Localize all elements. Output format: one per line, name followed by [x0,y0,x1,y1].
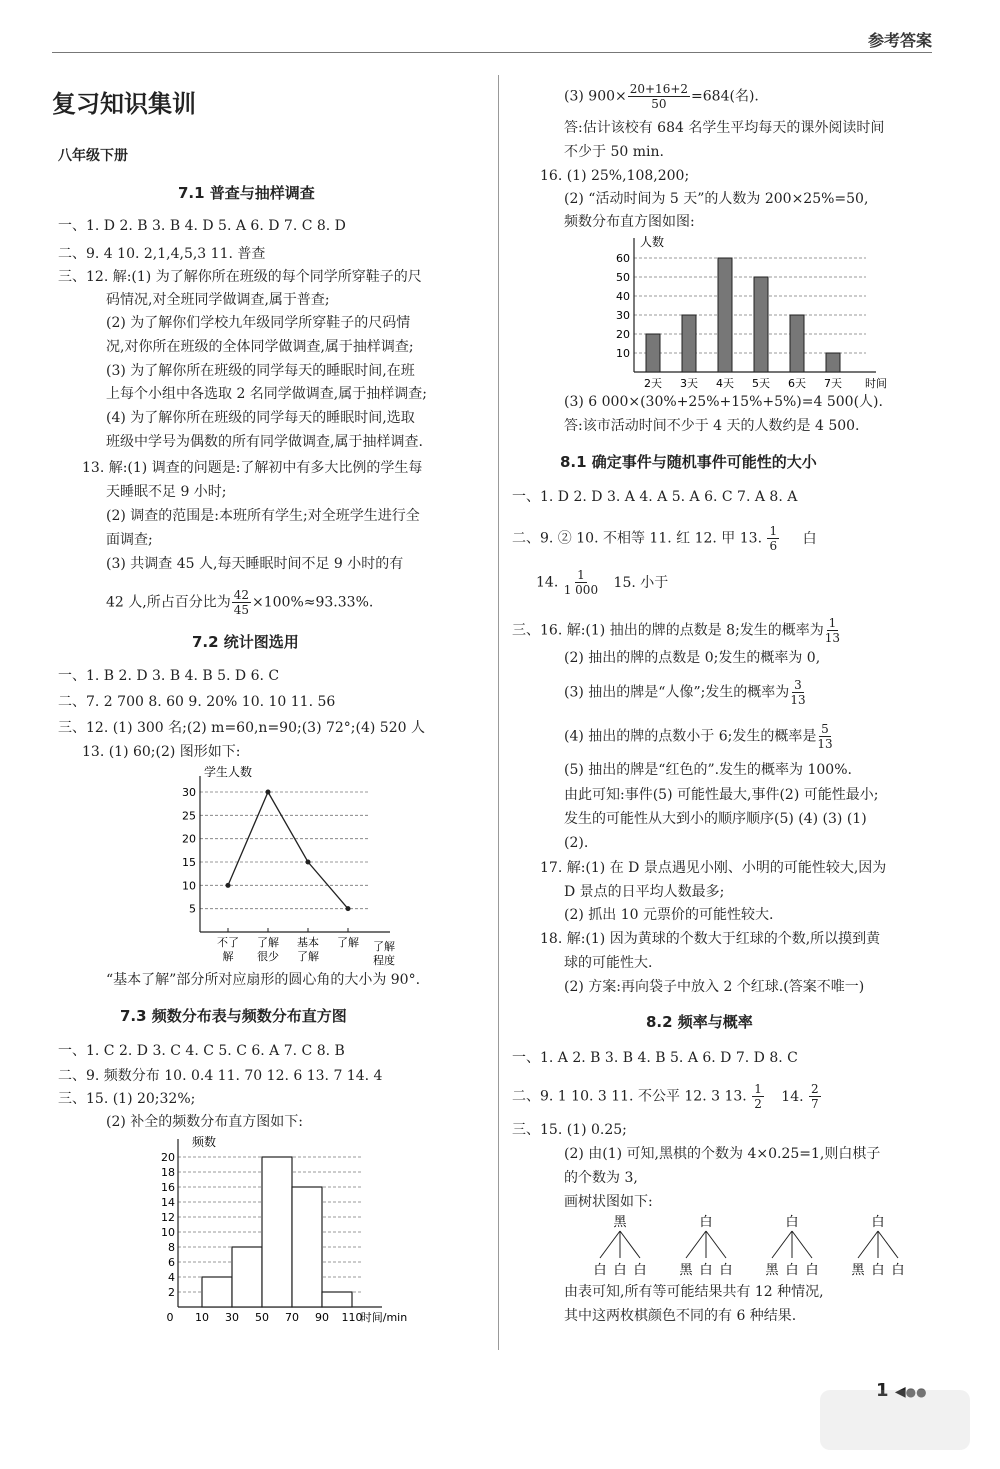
bar [826,353,840,372]
y-tick-label: 20 [161,1151,175,1164]
y-tick-label: 15 [182,856,196,869]
answer-text: 42 人,所占百分比为 [106,594,231,611]
data-series-line [228,792,348,909]
y-tick-label: 60 [616,252,630,265]
x-tick-label: 90 [315,1311,329,1324]
answer-line: (2) 抓出 10 元票价的可能性较大. [564,907,774,923]
y-tick-label: 8 [168,1241,175,1254]
x-tick-label: 5天 [752,377,770,390]
fraction-num: 3 [794,678,802,692]
answer-line: (3) 6 000×(30%+25%+15%+5%)=4 500(人). [564,394,883,410]
answer-line: 16. (1) 25%,108,200; [540,168,690,184]
y-axis-label: 人数 [640,235,665,249]
histogram-bar [262,1157,292,1307]
bar [754,277,768,372]
fraction-num: 5 [821,722,829,736]
y-tick-label: 30 [616,309,630,322]
answer-line: (2). [564,835,589,851]
fraction-num: 2 [811,1082,819,1096]
x-tick-label: 很少 [257,950,279,963]
answer-line: 18. 解:(1) 因为黄球的个数大于红球的个数,所以摸到黄 [540,931,881,947]
tree-branch [706,1231,726,1258]
section-title-8-2: 8.2 频率与概率 [646,1013,753,1031]
answer-line: 况,对你所在班级的全体同学做调查,属于抽样调查; [106,339,414,355]
answer-line: 码情况,对全班同学做调查,属于普查; [106,292,330,308]
tree-leaf-node: 黑 [851,1263,865,1278]
y-tick-label: 25 [182,809,196,823]
answer-text: 白 [802,530,817,547]
answer-line: (4) 为了解你所在班级的同学每天的睡眠时间,选取 [106,410,415,426]
answer-line: 二、9. 4 10. 2,1,4,5,3 11. 普查 [58,246,266,262]
histogram-bar [202,1277,232,1307]
answer-line: 由此可知:事件(5) 可能性最大,事件(2) 可能性最小; [564,787,879,803]
answer-line: 二、9. 频数分布 10. 0.4 11. 70 12. 6 13. 7 14. 4 [58,1068,383,1084]
answer-line: 三、15. (1) 20;32%; [58,1091,196,1107]
y-tick-label: 18 [161,1166,175,1179]
answer-text: 二、9. 1 10. 3 11. 不公平 12. 3 13. [512,1088,747,1105]
y-tick-label: 5 [189,902,196,916]
section-title-8-1: 8.1 确定事件与随机事件可能性的大小 [560,453,817,471]
answer-text: (3) 900× [564,88,627,105]
answer-line: 班级中学号为偶数的所有同学做调查,属于抽样调查. [106,434,423,450]
answer-line-frac [106,588,373,617]
fraction [767,524,779,553]
fraction-den: 6 [769,539,778,553]
answer-line: 一、1. A 2. B 3. B 4. B 5. A 6. D 7. D 8. C [512,1050,798,1066]
answer-line: 其中这两枚棋颜色不同的有 6 种结果. [564,1308,797,1324]
fraction-num: 20+16+2 [629,82,689,96]
header-label: 参考答案 [867,31,932,50]
data-point [346,906,351,911]
answer-line: (3) 共调查 45 人,每天睡眠时间不足 9 小时的有 [106,556,404,572]
tree-root-node: 白 [699,1215,713,1230]
answer-line: 天睡眠不足 9 小时; [106,484,227,500]
x-axis-label: 了解 [373,940,395,953]
answer-text: 14. [536,574,559,591]
tree-leaf-node: 白 [613,1263,627,1278]
tree-branch [772,1231,792,1258]
answer-line: 面调查; [106,532,153,548]
tree-root-node: 白 [871,1215,885,1230]
line-chart-student-count [170,760,430,975]
answer-line: (2) 为了解你们学校九年级同学所穿鞋子的尺码情 [106,315,411,331]
answer-line: 不少于 50 min. [564,144,664,160]
answer-line-frac [564,82,759,111]
y-axis-label: 学生人数 [204,765,253,779]
tree-leaf-node: 白 [633,1263,647,1278]
y-tick-label: 2 [168,1286,175,1299]
tree-branch [878,1231,898,1258]
answer-line: 由表可知,所有等可能结果共有 12 种情况, [564,1284,824,1300]
x-tick-label: 了解 [257,936,279,949]
tree-branch [686,1231,706,1258]
x-tick-label: 2天 [644,377,662,390]
tree-leaf-node: 黑 [679,1263,693,1278]
answer-line: (2) 补全的频数分布直方图如下: [106,1114,303,1130]
x-axis-label: 程度 [373,954,395,967]
answer-line: 一、1. C 2. D 3. C 4. C 5. C 6. A 7. C 8. B [58,1043,345,1059]
tree-leaf-node: 白 [699,1263,713,1278]
y-tick-label: 10 [616,347,630,360]
answer-line-frac [536,568,668,597]
fraction-den: 7 [811,1097,819,1111]
answer-line: 一、1. B 2. D 3. B 4. B 5. D 6. C [58,668,280,684]
answer-text: 二、9. ② 10. 不相等 11. 红 12. 甲 13. [512,530,763,547]
big-title: 复习知识集训 [52,90,196,118]
answer-line: (2) 由(1) 可知,黑棋的个数为 4×0.25=1,则白棋子 [564,1146,881,1162]
x-tick-label: 7天 [824,377,842,390]
y-tick-label: 12 [161,1211,175,1224]
y-tick-label: 10 [161,1226,175,1239]
tree-diagram [570,1212,920,1280]
histogram-frequency [152,1132,452,1332]
answer-line-frac [512,1082,822,1111]
tree-leaf-node: 白 [871,1263,885,1278]
grade-label: 八年级下册 [58,148,128,164]
tree-leaf-node: 白 [891,1263,905,1278]
arrow-left-icon: ◀ [894,1384,906,1400]
x-tick-label: 50 [255,1311,269,1324]
y-tick-label: 50 [616,271,630,284]
data-point [226,883,231,888]
answer-line-frac [564,722,834,751]
column-divider [498,75,499,1350]
answer-text: ×100%≈93.33%. [252,594,374,611]
y-tick-label: 4 [168,1271,175,1284]
histogram-bar [322,1292,352,1307]
y-tick-label: 30 [182,786,196,799]
x-tick-label: 6天 [788,377,806,390]
tree-leaf-node: 白 [719,1263,733,1278]
answer-line: (2) 方案:再向袋子中放入 2 个红球.(答案不唯一) [564,979,865,995]
fraction [232,588,251,617]
answer-line: (2) 抽出的牌的点数是 0;发生的概率为 0, [564,650,821,666]
tree-leaf-node: 白 [593,1263,607,1278]
answer-line: (2) “活动时间为 5 天”的人数为 200×25%=50, [564,191,869,207]
tree-branch [620,1231,640,1258]
x-axis-label: 时间 [865,377,887,390]
tree-leaf-node: 黑 [765,1263,779,1278]
fraction-num: 1 [577,568,585,582]
x-tick-label: 70 [285,1311,299,1324]
answer-line: 频数分布直方图如图: [564,214,695,230]
x-tick-label: 不了 [217,936,239,949]
answer-line-frac [564,678,807,707]
answer-line: 上每个小组中各选取 2 名同学做调查,属于抽样调查; [106,386,427,402]
x-axis-label: 时间/min [360,1311,408,1324]
data-point [306,860,311,865]
y-tick-label: 6 [168,1256,175,1269]
section-title-7-3: 7.3 频数分布表与频数分布直方图 [120,1007,347,1025]
histogram-activity-days [590,232,890,394]
fraction-den: 45 [233,603,249,617]
fraction-num: 1 [769,524,778,538]
answer-line: D 景点的日平均人数最多; [564,884,725,900]
answer-line: (3) 为了解你所在班级的同学每天的睡眠时间,在班 [106,363,415,379]
section-title-7-2: 7.2 统计图选用 [192,633,299,651]
x-tick-label: 3天 [680,377,698,390]
answer-text: 三、16. 解:(1) 抽出的牌的点数是 8;发生的概率为 [512,622,824,639]
fraction-den: 13 [824,631,841,645]
answer-line: 三、12. (1) 300 名;(2) m=60,n=90;(3) 72°;(4) 520 人 [58,720,425,736]
fraction [564,568,598,597]
tree-root-node: 黑 [613,1215,627,1230]
y-tick-label: 16 [161,1181,175,1194]
answer-line: (2) 调查的范围是:本班所有学生;对全班学生进行全 [106,508,420,524]
y-tick-label: 14 [161,1196,175,1209]
bar [790,315,804,372]
histogram-bar [292,1187,322,1307]
tree-branch [792,1231,812,1258]
answer-line: 球的可能性大. [564,955,653,971]
y-axis-label: 频数 [192,1135,217,1149]
answer-line-frac [512,616,841,645]
answer-line-frac [512,524,817,553]
header-divider [52,52,932,53]
fraction-num: 1 [828,616,837,630]
answer-text: (4) 抽出的牌的点数小于 6;发生的概率是 [564,728,817,745]
x-tick-label: 4天 [716,377,734,390]
answer-line: 13. 解:(1) 调查的问题是:了解初中有多大比例的学生每 [82,460,423,476]
fraction-num: 1 [754,1082,762,1096]
answer-text: (3) 抽出的牌是“人像”;发生的概率为 [564,684,790,701]
fraction [790,678,805,707]
x-tick-label: 了解 [297,950,319,963]
tree-root-node: 白 [785,1215,799,1230]
fraction [809,1082,821,1111]
tree-branch [600,1231,620,1258]
bar [682,315,696,372]
x-tick-label: 了解 [337,936,359,949]
fraction-den: 2 [754,1097,762,1111]
y-tick-label: 10 [182,879,196,893]
answer-line: 答:该市活动时间不少于 4 天的人数约是 4 500. [564,418,860,434]
tree-leaf-node: 白 [805,1263,819,1278]
dots-icon: ●● [905,1385,927,1399]
x-tick-label: 110 [341,1311,363,1324]
answer-line: “基本了解”部分所对应扇形的圆心角的大小为 90°. [106,972,421,988]
fraction-den: 50 [651,97,667,111]
fraction-num: 42 [233,588,249,602]
watermark-logo [820,1390,970,1450]
x-tick-label: 30 [225,1311,239,1324]
tree-leaf-node: 白 [785,1263,799,1278]
answer-line: 一、1. D 2. D 3. A 4. A 5. A 6. C 7. A 8. A [512,489,798,505]
bar [646,334,660,372]
answer-line: 三、15. (1) 0.25; [512,1122,627,1138]
x-tick-label: 10 [195,1311,209,1324]
data-point [266,790,271,795]
answer-line: 画树状图如下: [564,1194,653,1210]
y-tick-label: 20 [182,832,196,846]
x-tick-label: 解 [222,950,234,963]
y-tick-label: 40 [616,290,630,303]
answer-line: 答:估计该校有 684 名学生平均每天的课外阅读时间 [564,120,885,136]
tree-branch [858,1231,878,1258]
fraction [752,1082,764,1111]
answer-line: 发生的可能性从大到小的顺序顺序(5) (4) (3) (1) [564,811,867,827]
answer-line: 二、7. 2 700 8. 60 9. 20% 10. 10 11. 56 [58,694,336,710]
fraction-den: 1 000 [563,583,599,597]
page-number-text: 1 [876,1380,889,1401]
x-tick-label: 基本 [297,936,319,949]
answer-line: 的个数为 3, [564,1170,638,1186]
section-title-7-1: 7.1 普查与抽样调查 [178,184,315,202]
answer-line: 三、12. 解:(1) 为了解你所在班级的每个同学所穿鞋子的尺 [58,269,422,285]
bar [718,258,732,372]
origin-label: 0 [166,1311,174,1324]
fraction [825,616,840,645]
fraction [817,722,832,751]
answer-text: 15. 小于 [613,574,669,591]
answer-line: 17. 解:(1) 在 D 景点遇见小刚、小明的可能性较大,因为 [540,860,887,876]
answer-line: (5) 抽出的牌是“红色的”.发生的概率为 100%. [564,762,852,778]
histogram-bar [232,1247,262,1307]
y-tick-label: 20 [616,328,630,341]
answer-text: 14. [781,1088,804,1105]
fraction-den: 13 [817,737,833,751]
answer-text: =684(名). [691,88,759,105]
answer-line: 13. (1) 60;(2) 图形如下: [82,744,241,760]
fraction-den: 13 [790,693,806,707]
fraction [628,82,690,111]
answer-line: 一、1. D 2. B 3. B 4. D 5. A 6. D 7. C 8. D [58,218,346,234]
